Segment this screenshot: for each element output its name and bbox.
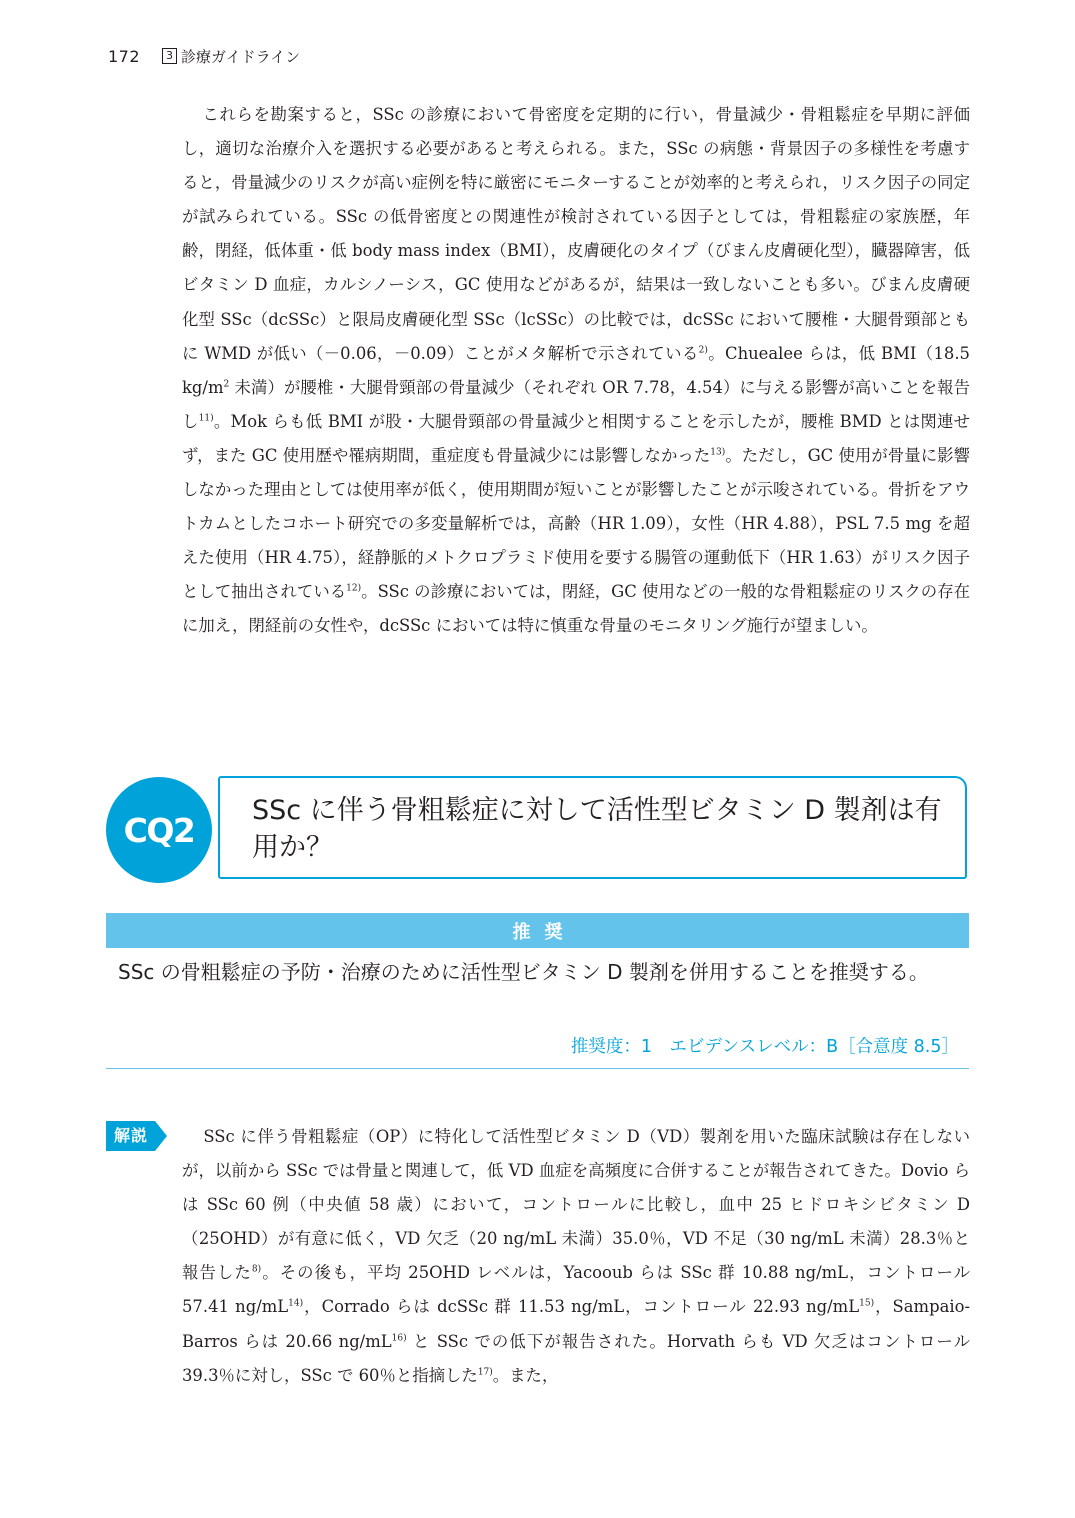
reference-mark: 11) [198,413,214,424]
paragraph-text: と SSc での低下が報告された。Horvath らも VD 欠乏はコントロール 39.3％に対し，SSc で 60％と指摘した [182,1331,970,1385]
paragraph-text: ，Corrado らは dcSSc 群 11.53 ng/mL，コントロール 22.93 ng/mL [303,1297,860,1317]
reference-mark: 17) [477,1367,493,1378]
body-paragraph [182,98,970,644]
commentary-label [106,1121,167,1151]
recommendation-grade: 推奨度：1 エビデンスレベル：B［合意度 8.5］ [570,1037,959,1057]
clinical-question-box [218,776,967,879]
paragraph-text: 。SSc の診療においては，閉経，GC 使用などの一般的な骨粗鬆症のリスクの存在に加え，閉経前の女性や，dcSSc においては特に慎重な骨量のモニタリング施行が望ましい。 [182,582,971,636]
reference-mark: 8) [251,1265,262,1276]
paragraph-text: 。Mok らも低 BMI が股・大腿骨頸部の骨量減少と相関することを示したが，腰椎 BMD とは関連せず，また GC 使用歴や罹病期間，重症度も骨量減少には影響しなかった [182,411,971,465]
reference-mark: 2) [698,345,708,356]
paragraph-text: 。Chuealee らは，低 BMI（18.5 kg/m [182,343,970,397]
reference-mark: 12) [346,584,362,594]
reference-mark: 14) [288,1299,304,1310]
paragraph-text: これらを勘案すると，SSc の診療において骨密度を定期的に行い，骨量減少・骨粗鬆症を早期に評価し，適切な治療介入を選択する必要があると考えられる。また，SSc の病態・背景因子の多様性を考慮すると，骨量減少のリスクが高い症例を特に厳密にモニターすることが効率的と考えられ，リスク因子の同定が試みられている。SSc の低骨密度との関連性が検討されている因子としては，骨粗鬆症の家族歴，年齢，閉経，低体重・低 body mass index（BMI），皮膚硬化のタイプ（びまん皮膚硬化型），臓器障害，低ビタミン D 血症，カルシノーシス，GC 使用などがあるが，結果は一致しないことも多い。びまん皮膚硬化型 SSc（dcSSc）と限局皮膚硬化型 SSc（lcSSc）の比較では，dcSSc において腰椎・大腿骨頸部ともに WMD が低い（－0.06，－0.09）ことがメタ解析で示されている [182,105,970,363]
arrow-right-icon [155,1121,167,1151]
cq-badge [106,777,212,883]
paragraph-text: 。ただし，GC 使用が骨量に影響しなかった理由としては使用率が低く，使用期間が短いことが影響したことが示唆されている。骨折をアウトカムとしたコホート研究での多変量解析では，高齢（HR 1.09），女性（HR 4.88），PSL 7.5 mg を超えた使用（HR 4.75），経静脈的メトクロプラミド使用を要する腸管の運動低下（HR 1.63）がリスク因子として抽出されている [182,445,970,602]
paragraph-text: 。その後も，平均 25OHD レベルは，Yacooub らは SSc 群 10.88 ng/mL，コントロール 57.41 ng/mL [182,1263,970,1317]
cq-badge-label: CQ2 [123,810,195,850]
recommendation-heading: 推奨 [512,921,577,943]
page-number: 172 [108,46,141,66]
commentary-paragraph [182,1120,970,1393]
paragraph-text: ，Sampaio-Barros らは 20.66 ng/mL [182,1297,970,1351]
divider [106,1068,969,1069]
reference-mark: 15) [859,1299,875,1310]
reference-mark: 16) [391,1333,407,1344]
reference-mark: 13) [710,447,726,458]
paragraph-text: 。また， [492,1365,559,1385]
running-header [108,44,300,68]
chapter-number-box: 3 [162,48,177,64]
chapter-title: 診療ガイドライン [181,47,301,66]
paragraph-text: SSc に伴う骨粗鬆症（OP）に特化して活性型ビタミン D（VD）製剤を用いた臨床試験は存在しないが，以前から SSc では骨量と関連して，低 VD 血症を高頻度に合併することが報告されてきた。Dovio らは SSc 60 例（中央値 58 歳）において，コントロールに比較し，血中 25 ヒドロキシビタミン D（25OHD）が有意に低く，VD 欠乏（20 ng/mL 未満）35.0％，VD 不足（30 ng/mL 未満）28.3％と報告した [182,1127,970,1283]
commentary-tag: 解説 [106,1121,155,1151]
superscript: 2 [223,379,230,390]
clinical-question-title: SSc に伴う骨粗鬆症に対して活性型ビタミン D 製剤は有用か？ [252,795,942,863]
recommendation-text: SSc の骨粗鬆症の予防・治療のために活性型ビタミン D 製剤を併用することを推奨する。 [118,960,929,984]
recommendation-header-bar [106,913,969,948]
paragraph-text: 未満）が腰椎・大腿骨頸部の骨量減少（それぞれ OR 7.78，4.54）に与える影響が高いことを報告し [182,377,970,431]
